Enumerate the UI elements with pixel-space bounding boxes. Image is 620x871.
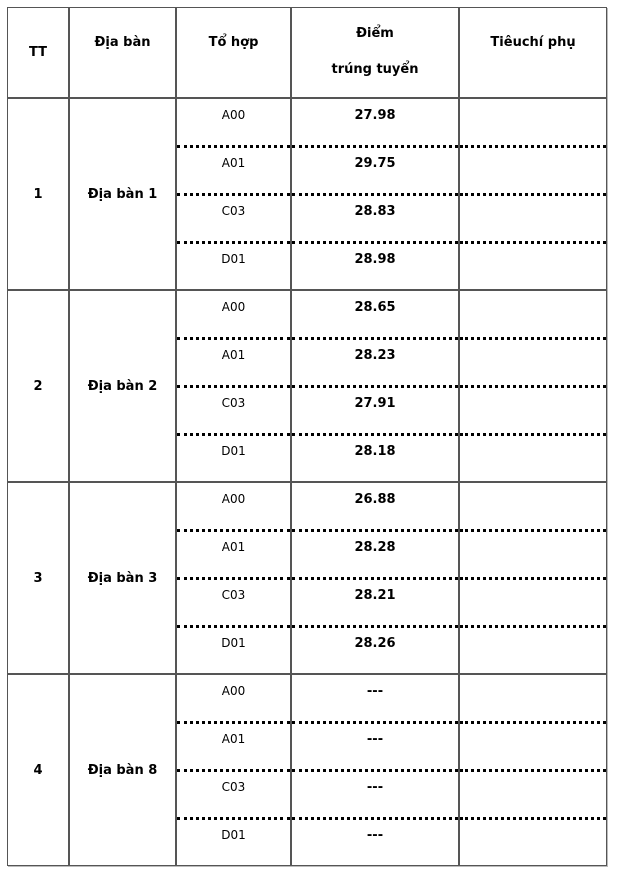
row-divider — [460, 193, 606, 196]
score-value: --- — [366, 732, 384, 747]
row-divider — [460, 241, 606, 244]
group-diem-cell — [291, 98, 459, 290]
header-to-hop — [176, 7, 291, 98]
to-hop-value: A00 — [221, 108, 246, 122]
group-dia-ban-cell — [69, 98, 176, 290]
group-to-hop-cell — [176, 98, 291, 290]
score-value: 28.26 — [354, 636, 396, 651]
group-dia-ban: Địa bàn 1 — [87, 186, 158, 202]
row-divider — [177, 529, 290, 532]
to-hop-value: A01 — [221, 540, 246, 554]
group-tt-cell — [7, 674, 69, 866]
row-divider — [177, 241, 290, 244]
group-tt-cell — [7, 482, 69, 674]
header-to-hop-text: Tổ hợp — [208, 35, 259, 50]
to-hop-value: D01 — [221, 636, 246, 650]
header-tieu-chi-text: Tiêuchí phụ — [490, 35, 576, 50]
row-divider — [292, 385, 458, 388]
row-divider — [292, 193, 458, 196]
group-tt-cell — [7, 98, 69, 290]
row-divider — [177, 625, 290, 628]
to-hop-value: C03 — [221, 396, 246, 410]
row-divider — [460, 433, 606, 436]
to-hop-value: A01 — [221, 348, 246, 362]
header-dia-ban — [69, 7, 176, 98]
group-dia-ban: Địa bàn 8 — [87, 762, 158, 778]
row-divider — [292, 577, 458, 580]
to-hop-value: D01 — [221, 828, 246, 842]
to-hop-value: A00 — [221, 492, 246, 506]
group-tt: 4 — [33, 762, 43, 778]
row-divider — [177, 721, 290, 724]
to-hop-value: A00 — [221, 300, 246, 314]
group-tt: 1 — [33, 186, 43, 202]
row-divider — [460, 145, 606, 148]
row-divider — [177, 577, 290, 580]
score-value: 28.21 — [354, 588, 396, 603]
group-dia-ban-cell — [69, 674, 176, 866]
score-value: --- — [366, 828, 384, 843]
group-tieu-chi-cell — [459, 290, 607, 482]
group-tieu-chi-cell — [459, 674, 607, 866]
score-value: 28.65 — [354, 300, 396, 315]
row-divider — [292, 433, 458, 436]
row-divider — [292, 817, 458, 820]
to-hop-value: C03 — [221, 588, 246, 602]
header-tieu-chi — [459, 7, 607, 98]
row-divider — [460, 577, 606, 580]
score-value: 28.18 — [354, 444, 396, 459]
to-hop-value: D01 — [221, 252, 246, 266]
group-diem-cell — [291, 674, 459, 866]
to-hop-value: D01 — [221, 444, 246, 458]
to-hop-value: A01 — [221, 732, 246, 746]
row-divider — [460, 625, 606, 628]
row-divider — [177, 433, 290, 436]
score-value: 26.88 — [354, 492, 396, 507]
score-value: 29.75 — [354, 156, 396, 171]
row-divider — [177, 817, 290, 820]
score-value: 28.98 — [354, 252, 396, 267]
score-value: 28.28 — [354, 540, 396, 555]
group-tt: 3 — [33, 570, 43, 586]
group-diem-cell — [291, 482, 459, 674]
score-value: 28.83 — [354, 204, 396, 219]
row-divider — [177, 193, 290, 196]
score-value: --- — [366, 684, 384, 699]
group-to-hop-cell — [176, 290, 291, 482]
group-dia-ban: Địa bàn 3 — [87, 570, 158, 586]
header-diem-line2: trúng tuyển — [331, 61, 419, 77]
group-dia-ban-cell — [69, 290, 176, 482]
row-divider — [292, 145, 458, 148]
row-divider — [292, 721, 458, 724]
to-hop-value: A00 — [221, 684, 246, 698]
group-tt: 2 — [33, 378, 43, 394]
group-tieu-chi-cell — [459, 98, 607, 290]
group-tt-cell — [7, 290, 69, 482]
group-to-hop-cell — [176, 482, 291, 674]
score-value: 27.91 — [354, 396, 396, 411]
row-divider — [177, 385, 290, 388]
header-tt — [7, 7, 69, 98]
row-divider — [292, 625, 458, 628]
admission-score-table — [7, 7, 607, 867]
group-diem-cell — [291, 290, 459, 482]
row-divider — [177, 337, 290, 340]
row-divider — [460, 721, 606, 724]
group-dia-ban-cell — [69, 482, 176, 674]
header-tt-text: TT — [28, 45, 48, 60]
row-divider — [292, 529, 458, 532]
row-divider — [292, 337, 458, 340]
row-divider — [460, 385, 606, 388]
row-divider — [460, 529, 606, 532]
row-divider — [460, 769, 606, 772]
score-value: 28.23 — [354, 348, 396, 363]
header-diem-line1: Điểm — [356, 25, 394, 41]
row-divider — [292, 241, 458, 244]
to-hop-value: C03 — [221, 780, 246, 794]
header-dia-ban-text: Địa bàn — [94, 35, 151, 50]
row-divider — [292, 769, 458, 772]
row-divider — [460, 337, 606, 340]
group-dia-ban: Địa bàn 2 — [87, 378, 158, 394]
group-tieu-chi-cell — [459, 482, 607, 674]
to-hop-value: C03 — [221, 204, 246, 218]
score-value: 27.98 — [354, 108, 396, 123]
row-divider — [460, 817, 606, 820]
to-hop-value: A01 — [221, 156, 246, 170]
group-to-hop-cell — [176, 674, 291, 866]
header-diem — [291, 7, 459, 98]
row-divider — [177, 769, 290, 772]
row-divider — [177, 145, 290, 148]
score-value: --- — [366, 780, 384, 795]
